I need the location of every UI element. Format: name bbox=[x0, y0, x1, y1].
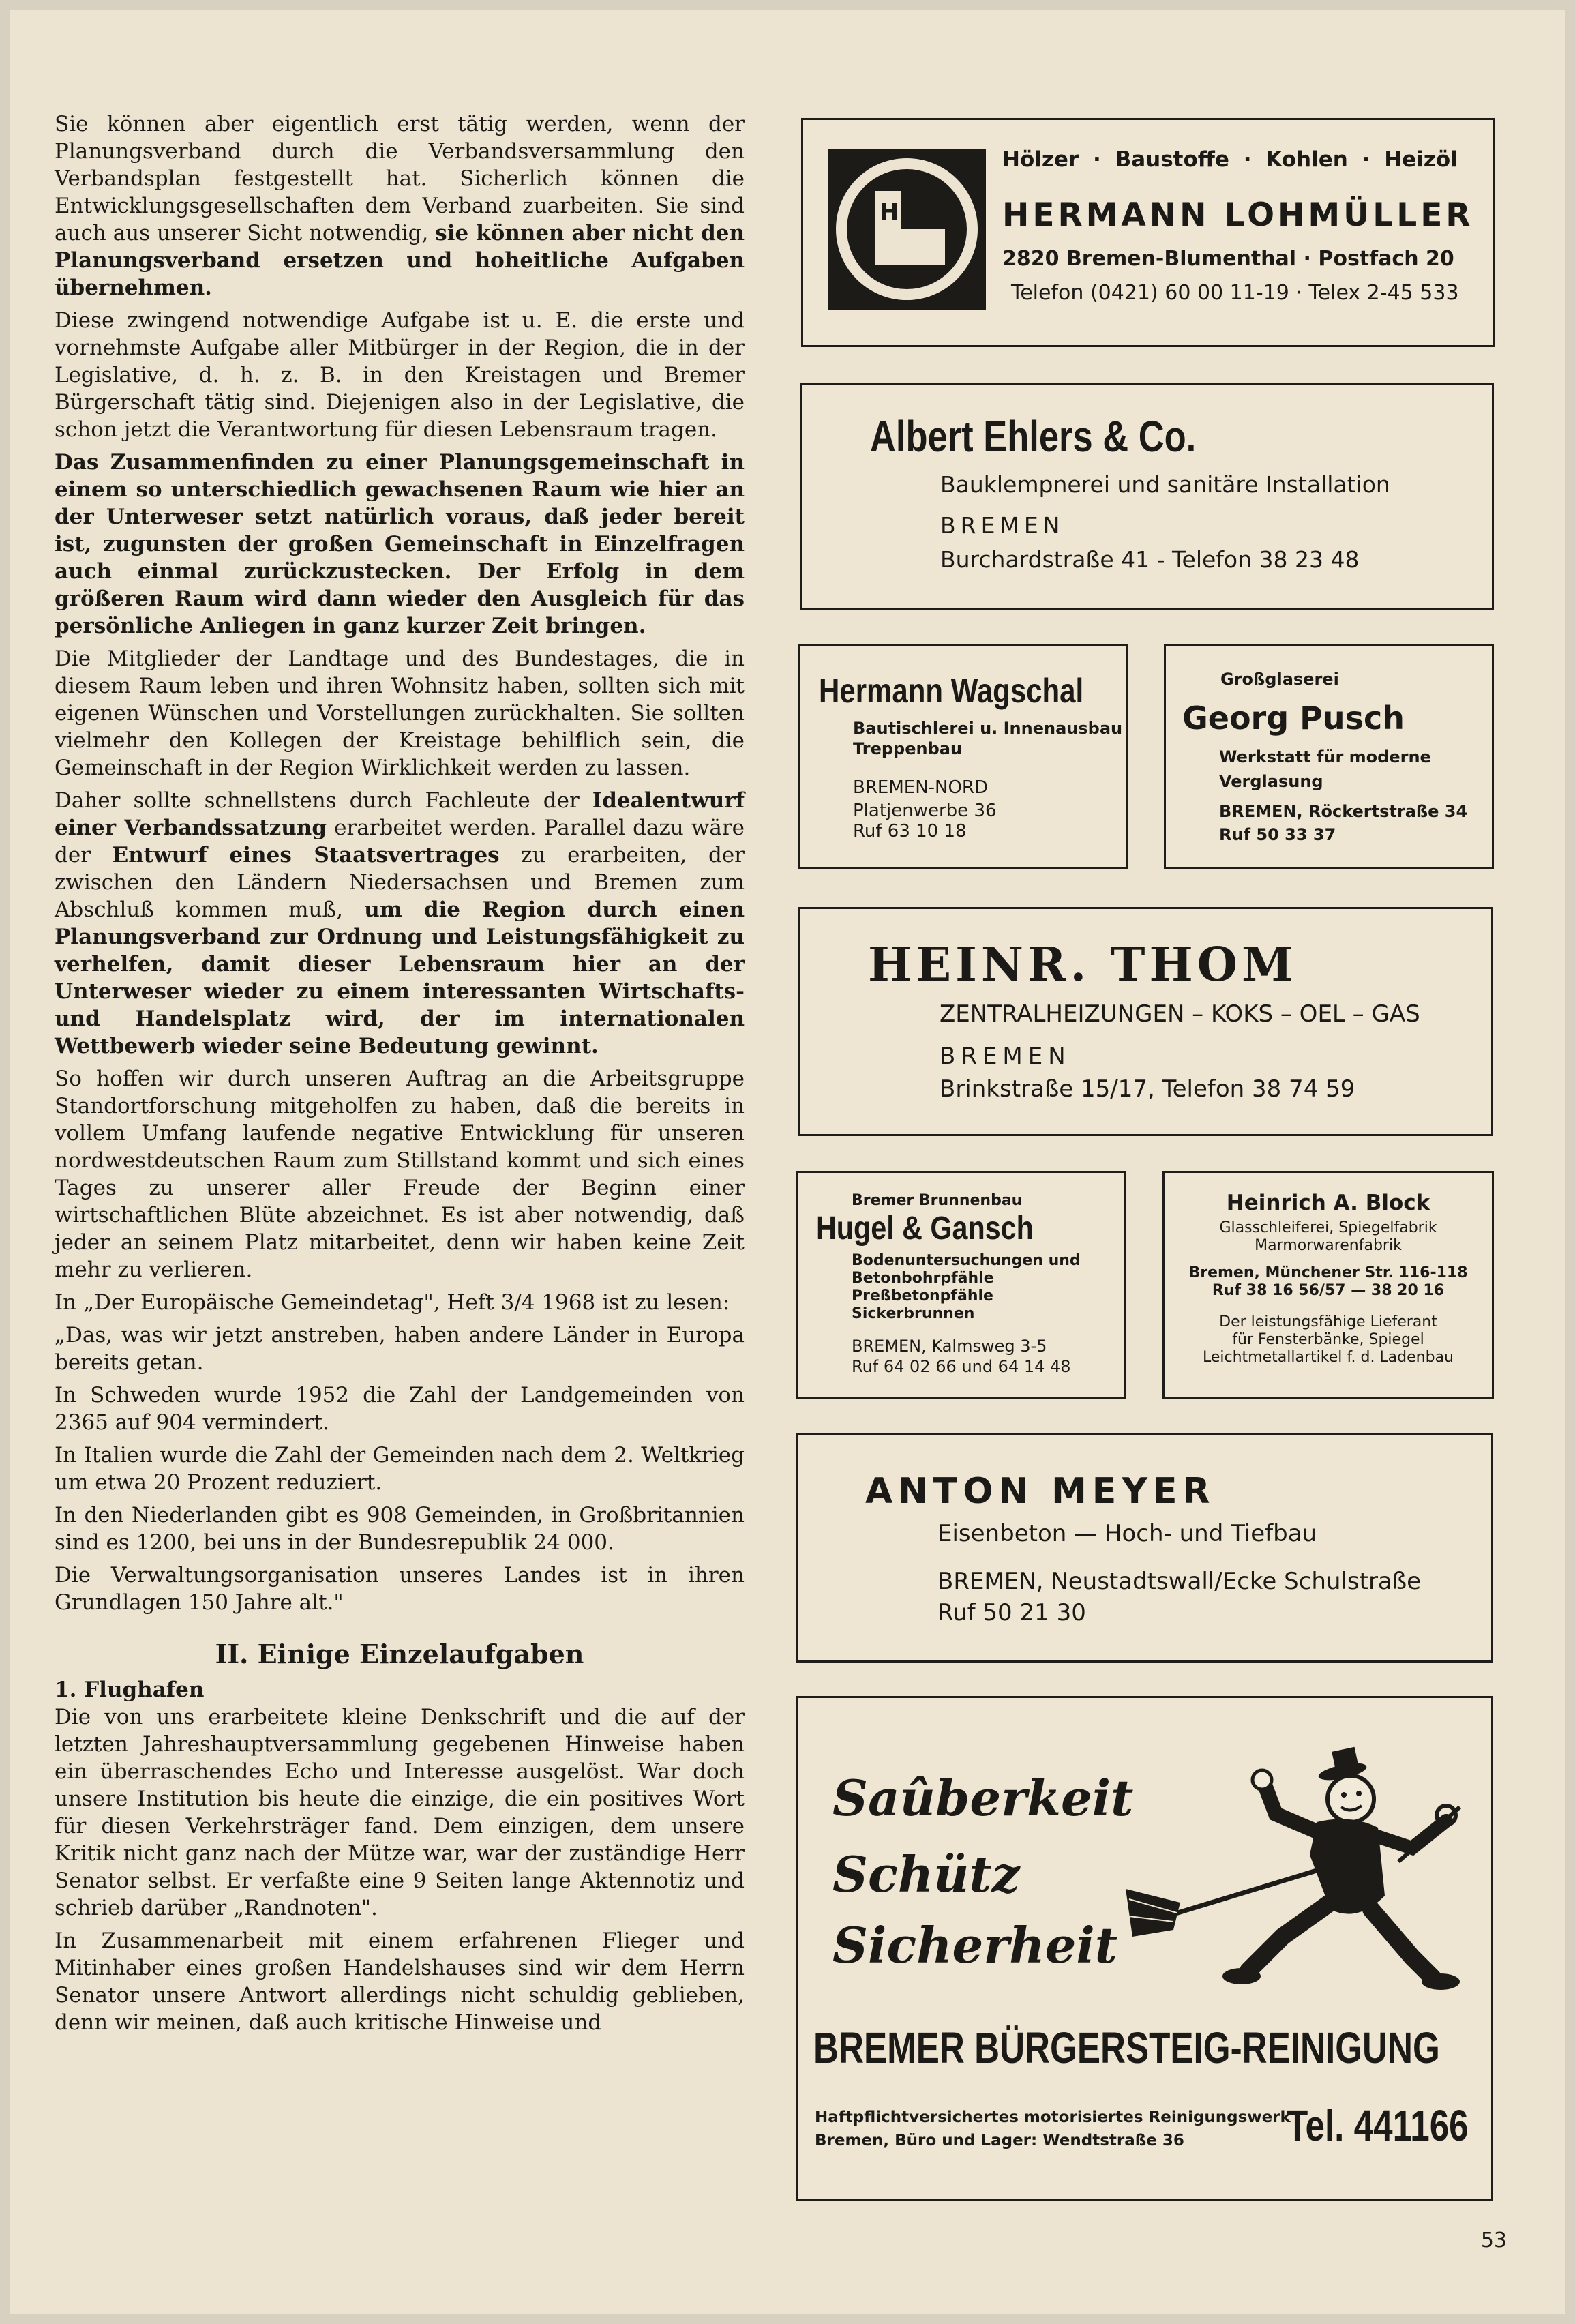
ad-ehlers bbox=[800, 383, 1494, 610]
meyer-line1: Eisenbeton — Hoch- und Tiefbau bbox=[937, 1520, 1317, 1547]
article-paragraph bbox=[55, 1322, 745, 1376]
wagschal-line2: Treppenbau bbox=[853, 739, 963, 758]
meyer-name: ANTON MEYER bbox=[865, 1471, 1216, 1512]
article-paragraph bbox=[55, 1502, 745, 1556]
ad-thom bbox=[798, 907, 1493, 1136]
thom-city: BREMEN bbox=[940, 1043, 1071, 1070]
ehlers-line1: Bauklempnerei und sanitäre Installation bbox=[940, 471, 1390, 498]
article-paragraph bbox=[55, 1382, 745, 1436]
bold-text: Entwurf eines Staatsvertrages bbox=[112, 843, 500, 867]
article-paragraphs bbox=[55, 110, 745, 1616]
block-line2: Marmorwarenfabrik bbox=[1255, 1237, 1402, 1254]
reinigung-line1: Haftpflichtversichertes motorisiertes Reinigungswerk bbox=[815, 2109, 1291, 2126]
page-number: 53 bbox=[1480, 2229, 1507, 2252]
lohmueller-address: 2820 Bremen-Blumenthal · Postfach 20 bbox=[1002, 247, 1454, 271]
pusch-top: Großglaserei bbox=[1220, 670, 1339, 689]
article-paragraphs-2 bbox=[55, 1703, 745, 2036]
thom-name: HEINR. THOM bbox=[868, 938, 1298, 992]
wagschal-line1: Bautischlerei u. Innenausbau bbox=[853, 719, 1123, 738]
block-name: Heinrich A. Block bbox=[1226, 1191, 1430, 1215]
hugel-name: Hugel & Gansch bbox=[816, 1210, 1034, 1247]
text: Sie können aber eigentlich erst tätig werden, wenn der Planungsverband durch die Verbandsversammlung den Verbandsplan festgestellt hat. Sicherlich können die Entwicklungsgesellschaften dem Verband zuarbeiten. Sie sind auch aus unserer Sicht notwendig, bbox=[55, 112, 745, 245]
hugel-line4: Sickerbrunnen bbox=[852, 1305, 975, 1322]
article-paragraph bbox=[55, 307, 745, 443]
wagschal-name: Hermann Wagschal bbox=[819, 672, 1084, 710]
bold-text: um die Region durch einen Planungsverband zur Ordnung und Leistungsfähigkeit zu verhelfen, damit dieser Lebensraum hier an der Unterweser wieder zu einem interessanten Wirtschafts- und Handelsplatz wird, der im internationalen Wettbewerb wieder seine Bedeutung gewinnt. bbox=[55, 897, 745, 1058]
bold-text: Idealentwurf einer Verbandssatzung bbox=[55, 788, 745, 840]
block-line1: Glasschleiferei, Spiegelfabrik bbox=[1219, 1219, 1437, 1236]
bold-text: Das Zusammenfinden zu einer Planungsgemeinschaft in einem so unterschiedlich gewachsenen Raum wie hier an der Unterweser setzt natürlich voraus, daß jeder bereit ist, zugunsten der großen Gemeinschaft in Einzelfragen auch einmal zurückzustecken. Der Erfolg in dem größeren Raum wird dann wieder den Ausgleich für das persönliche Anliegen in ganz kurzer Zeit bringen. bbox=[55, 450, 745, 638]
article-paragraph bbox=[55, 1065, 745, 1283]
text: So hoffen wir durch unseren Auftrag an die Arbeitsgruppe Standortforschung mitgeholfen zu haben, daß die bereits in vollem Umfang laufende negative Entwicklung für unseren nordwestdeutschen Raum zum Stillstand kommt und sich eines Tages zu unserer aller Freude der Beginn einer wirtschaftlichen Blüte abzeichnet. Es ist aber notwendig, daß jeder an seinem Platz mitarbeitet, denn wir haben keine Zeit mehr zu verlieren. bbox=[55, 1067, 745, 1282]
thom-line1: ZENTRALHEIZUNGEN – KOKS – OEL – GAS bbox=[940, 1000, 1420, 1028]
article-paragraph bbox=[55, 1927, 745, 2036]
ad-meyer bbox=[796, 1433, 1493, 1663]
block-line4: Ruf 38 16 56/57 — 38 20 16 bbox=[1212, 1282, 1445, 1299]
reinigung-script1: Saûberkeit bbox=[832, 1769, 1134, 1827]
lohmueller-logo bbox=[828, 149, 986, 310]
text: Daher sollte schnellstens durch Fachleute der bbox=[55, 788, 592, 813]
block-line3: Bremen, Münchener Str. 116-118 bbox=[1188, 1264, 1468, 1281]
hugel-address: BREMEN, Kalmsweg 3-5 bbox=[852, 1337, 1047, 1356]
meyer-phone: Ruf 50 21 30 bbox=[937, 1599, 1086, 1626]
pusch-name: Georg Pusch bbox=[1182, 700, 1405, 736]
pusch-line1: Werkstatt für moderne bbox=[1219, 747, 1431, 766]
text: In Zusammenarbeit mit einem erfahrenen Flieger und Mitinhaber eines großen Handelshauses sind wir dem Herrn Senator unsere Antwort allerdings nicht schuldig geblieben, denn wir meinen, daß auch kritische Hinweise und bbox=[55, 1928, 745, 2035]
text: „Das, was wir jetzt anstreben, haben andere Länder in Europa bereits getan. bbox=[55, 1323, 745, 1375]
reinigung-name: BREMER BÜRGERSTEIG-REINIGUNG bbox=[813, 2023, 1440, 2072]
text: Diese zwingend notwendige Aufgabe ist u. E. die erste und vornehmste Aufgabe aller Mitbürger in der Region, die in der Legislative, d. h. z. B. in den Kreistagen und Bremer Bürgerschaft tätig sind. Diejenigen also in der Legislative, die schon jetzt die Verantwortung für diesen Lebensraum tragen. bbox=[55, 308, 745, 442]
reinigung-line2: Bremen, Büro und Lager: Wendtstraße 36 bbox=[815, 2132, 1184, 2149]
text: zu erarbeiten, der zwischen den Ländern Niedersachsen und Bremen zum Abschluß kommen muß, bbox=[55, 843, 745, 922]
wagschal-street: Platjenwerbe 36 bbox=[853, 801, 997, 821]
ehlers-address: Burchardstraße 41 - Telefon 38 23 48 bbox=[940, 546, 1360, 573]
reinigung-phone: Tel. 441166 bbox=[1287, 2101, 1469, 2150]
text: In Schweden wurde 1952 die Zahl der Landgemeinden von 2365 auf 904 vermindert. bbox=[55, 1383, 745, 1435]
article-paragraph bbox=[55, 449, 745, 640]
section-heading: II. Einige Einzelaufgaben bbox=[215, 1639, 584, 1669]
logo-letter: H bbox=[880, 198, 899, 226]
reinigung-script2: Schütz bbox=[832, 1845, 1020, 1903]
wagschal-city: BREMEN-NORD bbox=[853, 777, 989, 798]
ad-lohmueller bbox=[801, 118, 1495, 347]
subheading: 1. Flughafen bbox=[55, 1678, 205, 1702]
ehlers-name: Albert Ehlers & Co. bbox=[870, 412, 1197, 461]
text: Die Verwaltungsorganisation unseres Landes ist in ihren Grundlagen 150 Jahre alt." bbox=[55, 1563, 745, 1615]
ad-block bbox=[1162, 1171, 1494, 1399]
block-line6: für Fensterbänke, Spiegel bbox=[1232, 1331, 1424, 1348]
text: In Italien wurde die Zahl der Gemeinden nach dem 2. Weltkrieg um etwa 20 Prozent reduziert. bbox=[55, 1443, 745, 1495]
article-column bbox=[55, 110, 745, 2042]
reinigung-script3: Sicherheit bbox=[832, 1916, 1118, 1974]
pusch-address: BREMEN, Röckertstraße 34 bbox=[1219, 802, 1468, 821]
lohmueller-phone: Telefon (0421) 60 00 11-19 · Telex 2-45 533 bbox=[1011, 281, 1459, 305]
article-paragraph bbox=[55, 1289, 745, 1316]
article-paragraph bbox=[55, 110, 745, 301]
wagschal-phone: Ruf 63 10 18 bbox=[853, 821, 967, 841]
hugel-line3: Preßbetonpfähle bbox=[852, 1287, 993, 1305]
text: Die von uns erarbeitete kleine Denkschrift und die auf der letzten Jahreshauptversammlung gegebenen Hinweise haben ein überraschendes Echo und Interesse ausgelöst. War doch unsere Institution bis heute die einzige, die ein positives Wort für diesen Verkehrsträger fand. Dem einzigen, dem unsere Kritik nicht ganz nach der Mütze war, war der zuständige Herr Senator selbst. Er verfaßte eine 9 Seiten lange Aktennotiz und schrieb darüber „Randnoten". bbox=[55, 1705, 745, 1920]
block-line5: Der leistungsfähige Lieferant bbox=[1219, 1313, 1437, 1330]
article-paragraph bbox=[55, 645, 745, 781]
pusch-line2: Verglasung bbox=[1219, 772, 1323, 791]
text: Die Mitglieder der Landtage und des Bundestages, die in diesem Raum leben und ihren Wohnsitz haben, sollten sich mit eigenen Wünschen und Vorstellungen zurückhalten. Sie sollten vielmehr den Kollegen der Kreistage behilflich sein, die Gemeinschaft in der Region Wirklichkeit werden zu lassen. bbox=[55, 646, 745, 780]
article-paragraph bbox=[55, 1703, 745, 1922]
lohmueller-name: HERMANN LOHMÜLLER bbox=[1002, 196, 1474, 234]
ad-pusch bbox=[1164, 644, 1494, 869]
chimney-sweep-illustration bbox=[1126, 1746, 1467, 2005]
article-paragraph bbox=[55, 787, 745, 1060]
text: In den Niederlanden gibt es 908 Gemeinden, in Großbritannien sind es 1200, bei uns in der Bundesrepublik 24 000. bbox=[55, 1503, 745, 1555]
bold-text: sie können aber nicht den Planungsverband ersetzen und hoheitliche Aufgaben übernehmen. bbox=[55, 221, 745, 300]
ad-hugel bbox=[796, 1171, 1126, 1399]
hugel-phone: Ruf 64 02 66 und 64 14 48 bbox=[852, 1357, 1071, 1376]
hugel-line1: Bodenuntersuchungen und bbox=[852, 1252, 1081, 1269]
meyer-address: BREMEN, Neustadtswall/Ecke Schulstraße bbox=[937, 1568, 1422, 1595]
hugel-top: Bremer Brunnenbau bbox=[852, 1192, 1023, 1209]
thom-address: Brinkstraße 15/17, Telefon 38 74 59 bbox=[940, 1075, 1355, 1103]
text: In „Der Europäische Gemeindetag", Heft 3/4 1968 ist zu lesen: bbox=[55, 1290, 730, 1315]
ad-reinigung bbox=[796, 1696, 1493, 2201]
text: erarbeitet werden. Parallel dazu wäre der bbox=[55, 816, 745, 867]
hugel-line2: Betonbohrpfähle bbox=[852, 1270, 994, 1287]
block-line7: Leichtmetallartikel f. d. Ladenbau bbox=[1203, 1349, 1454, 1366]
ehlers-city: BREMEN bbox=[940, 512, 1065, 539]
article-paragraph bbox=[55, 1442, 745, 1496]
lohmueller-tagline: Hölzer · Baustoffe · Kohlen · Heizöl bbox=[1002, 147, 1458, 172]
pusch-phone: Ruf 50 33 37 bbox=[1219, 825, 1336, 844]
ad-wagschal bbox=[798, 644, 1128, 869]
article-paragraph bbox=[55, 1562, 745, 1616]
